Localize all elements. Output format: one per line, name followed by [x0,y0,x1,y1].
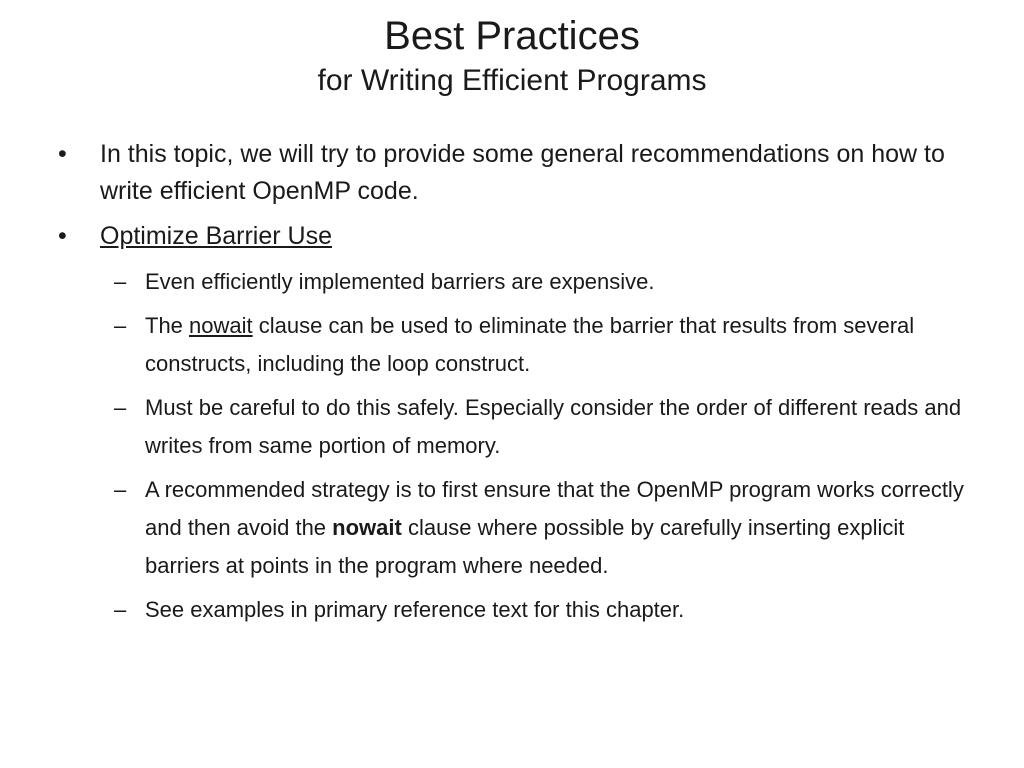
bullet-intro-text: In this topic, we will try to provide some general recommendations on how to write efficient OpenMP code. [100,140,945,205]
sub-bullet-expensive [56,263,976,301]
sub-bullet-careful [56,389,976,465]
slide-content [56,136,976,635]
dash-marker: – [114,269,127,294]
dash-marker: – [114,313,127,338]
sub-bullet-strategy [56,471,976,585]
title-block [0,12,1024,100]
sub-bullet-nowait-clause [56,307,976,383]
sub-bullet-careful-text: Must be careful to do this safely. Especially consider the order of different reads and writes from same portion of memory. [145,395,962,458]
nowait-keyword: nowait [189,313,253,338]
bullet-optimize-barrier [56,218,976,255]
sub-bullet-nowait-post: clause can be used to eliminate the barrier that results from several constructs, including the loop construct. [145,313,915,376]
sub-bullet-strategy-pre: A recommended strategy is to first ensure that the OpenMP program works correctly and then avoid the [145,477,964,540]
dash-marker: – [114,395,127,420]
sub-bullet-examples-text: See examples in primary reference text for this chapter. [145,597,685,622]
nowait-keyword-bold: nowait [332,515,402,540]
bullet-marker: • [58,140,67,168]
slide-subtitle: for Writing Efficient Programs [317,64,707,97]
sub-bullet-expensive-text: Even efficiently implemented barriers are expensive. [145,269,655,294]
bullet-intro [56,136,976,210]
sub-bullet-nowait-pre: The [145,313,190,338]
bullet-optimize-barrier-text: Optimize Barrier Use [100,222,332,250]
sub-bullet-strategy-post: clause where possible by carefully inserting explicit barriers at points in the program where needed. [145,515,905,578]
dash-marker: – [114,597,127,622]
sub-bullet-examples [56,591,976,629]
slide-title: Best Practices [384,14,640,58]
bullet-marker: • [58,222,67,250]
dash-marker: – [114,477,127,502]
